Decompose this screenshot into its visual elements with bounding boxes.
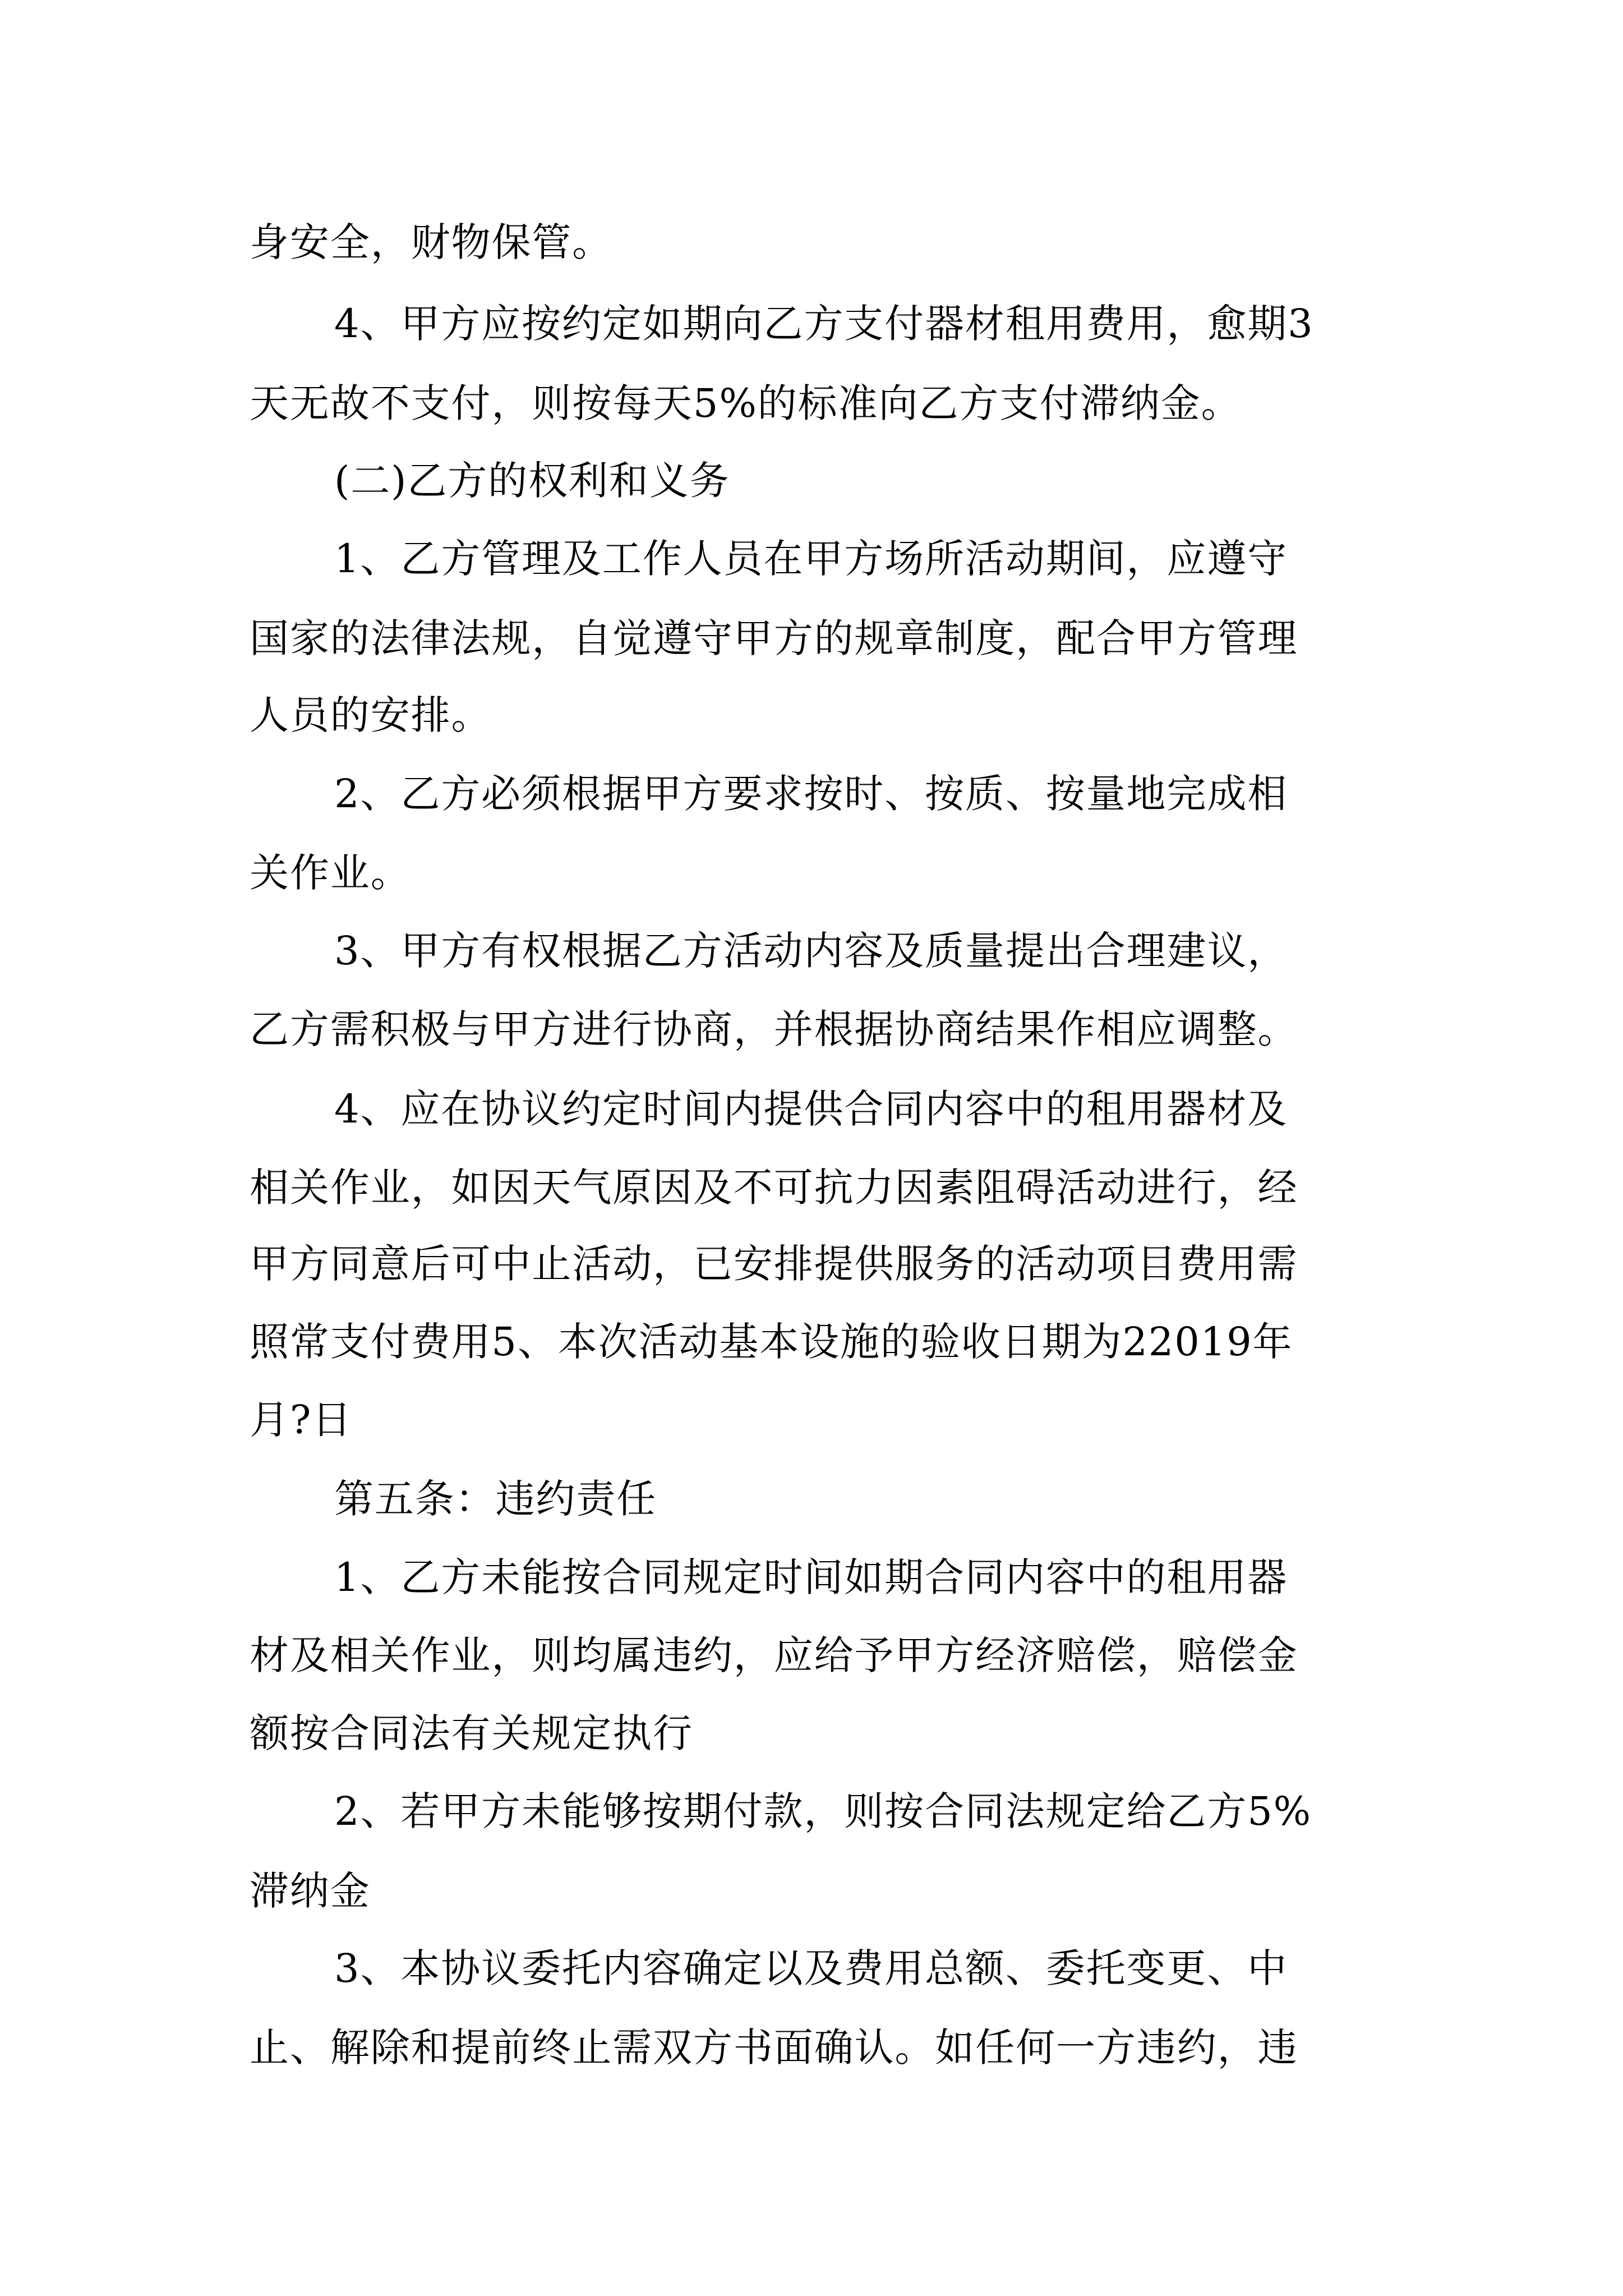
text-line: 第五条：违约责任: [334, 1476, 657, 1522]
text-line: 人员的安排。: [250, 692, 492, 738]
text-line: (二)乙方的权利和义务: [334, 458, 730, 504]
text-line: 2、乙方必须根据甲方要求按时、按质、按量地完成相: [334, 771, 1288, 817]
text-line: 额按合同法有关规定执行: [250, 1710, 693, 1756]
text-line: 3、本协议委托内容确定以及费用总额、委托变更、中: [334, 1945, 1288, 1991]
text-line: 材及相关作业，则均属违约，应给予甲方经济赔偿，赔偿金: [250, 1632, 1298, 1678]
text-line: 月?日: [250, 1397, 353, 1443]
text-line: 3、甲方有权根据乙方活动内容及质量提出合理建议，: [334, 928, 1288, 974]
text-line: 1、乙方管理及工作人员在甲方场所活动期间，应遵守: [334, 536, 1288, 582]
text-line: 关作业。: [250, 850, 411, 896]
text-line: 4、甲方应按约定如期向乙方支付器材租用费用，愈期3: [334, 301, 1314, 347]
text-line: 天无故不支付，则按每天5%的标准向乙方支付滞纳金。: [250, 380, 1242, 426]
text-line: 1、乙方未能按合同规定时间如期合同内容中的租用器: [334, 1554, 1288, 1600]
text-line: 止、解除和提前终止需双方书面确认。如任何一方违约，违: [250, 2024, 1298, 2070]
text-line: 2、若甲方未能够按期付款，则按合同法规定给乙方5%: [334, 1788, 1312, 1834]
text-line: 乙方需积极与甲方进行协商，并根据协商结果作相应调整。: [250, 1006, 1298, 1052]
text-line: 国家的法律法规，自觉遵守甲方的规章制度，配合甲方管理: [250, 615, 1298, 661]
text-line: 甲方同意后可中止活动，已安排提供服务的活动项目费用需: [250, 1241, 1298, 1287]
text-line: 照常支付费用5、本次活动基本设施的验收日期为22019年: [250, 1319, 1293, 1365]
text-line: 身安全，财物保管。: [250, 219, 613, 265]
text-line: 滞纳金: [250, 1868, 371, 1914]
text-line: 相关作业，如因天气原因及不可抗力因素阻碍活动进行，经: [250, 1165, 1298, 1211]
text-line: 4、应在协议约定时间内提供合同内容中的租用器材及: [334, 1086, 1288, 1132]
